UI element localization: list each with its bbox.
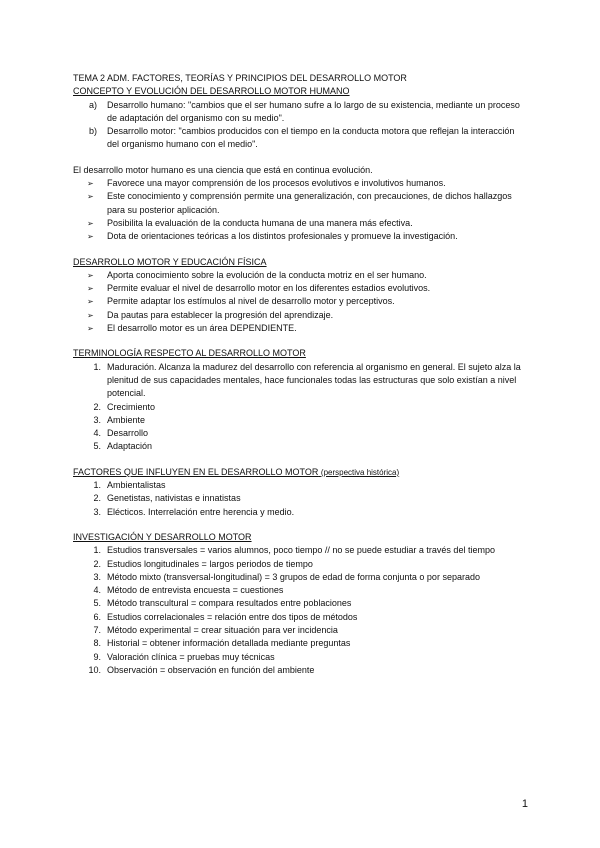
list-item: 3. Elécticos. Interrelación entre herencia y medio. [93, 506, 295, 517]
list-item: ➢ Dota de orientaciones teóricas a los distintos profesionales y promueve la investigación. [73, 230, 528, 243]
list-item: ➢ Favorece una mayor comprensión de los procesos evolutivos e involutivos humanos. [73, 177, 528, 190]
document-page [73, 72, 528, 677]
arrow-bullet-icon: ➢ [87, 284, 94, 294]
list-item: 2. Estudios longitudinales = largos periodos de tiempo [93, 558, 313, 569]
arrow-list [73, 177, 528, 243]
document-title: TEMA 2 ADM. FACTORES, TEORÍAS Y PRINCIPIOS DEL DESARROLLO MOTOR [73, 73, 407, 83]
list-item: ➢ El desarrollo motor es un área DEPENDIENTE. [73, 322, 528, 335]
list-item: 3. Método mixto (transversal-longitudinal) = 3 grupos de edad de forma conjunta o por separado [93, 571, 480, 582]
section-heading-investigacion: INVESTIGACIÓN Y DESARROLLO MOTOR [73, 531, 252, 542]
list-item: 2. Genetistas, nativistas e innatistas [93, 493, 241, 504]
list-item: 1. Ambientalistas [93, 480, 166, 491]
arrow-bullet-icon: ➢ [87, 218, 94, 228]
list-item: 8. Historial = obtener información detallada mediante preguntas [93, 638, 351, 649]
list-item: 3. Ambiente [93, 414, 146, 425]
numbered-list [73, 479, 528, 519]
arrow-bullet-icon: ➢ [87, 192, 94, 202]
arrow-bullet-icon: ➢ [87, 270, 94, 280]
arrow-bullet-icon: ➢ [87, 297, 94, 307]
arrow-bullet-icon: ➢ [87, 310, 94, 320]
numbered-list [73, 544, 528, 677]
list-item: 1. Maduración. Alcanza la madurez del desarrollo con referencia al organismo en general. El sujeto alza la plenitud de sus capacidades mentales, hace funcionales todas las estructuras que solo existían a nivel potencial. [93, 361, 521, 399]
section-heading-concepto: CONCEPTO Y EVOLUCIÓN DEL DESARROLLO MOTOR HUMANO [73, 86, 350, 97]
section-heading-educacion-fisica: DESARROLLO MOTOR Y EDUCACIÓN FÍSICA [73, 256, 267, 267]
definition-list [73, 99, 528, 152]
list-item: 10. Observación = observación en función del ambiente [88, 664, 315, 675]
page-number: 1 [521, 798, 528, 810]
list-item: ➢ Posibilita la evaluación de la conducta humana de una manera más efectiva. [73, 217, 528, 230]
intro-paragraph: El desarrollo motor humano es una ciencia que está en continua evolución. [73, 164, 373, 175]
list-item: 9. Valoración clínica = pruebas muy técnicas [93, 651, 275, 662]
list-item: 4. Desarrollo [93, 428, 149, 439]
list-item: ➢ Permite evaluar el nivel de desarrollo motor en los diferentes estadios evolutivos. [73, 282, 528, 295]
arrow-list [73, 269, 528, 335]
list-item: 5. Método transcultural = compara resultados entre poblaciones [93, 598, 352, 609]
section-heading-terminologia: TERMINOLOGÍA RESPECTO AL DESARROLLO MOTOR [73, 348, 306, 359]
list-item: b) Desarrollo motor: "cambios producidos con el tiempo en la conducta motora que reflejan la interacción del organismo humano con el medio". [89, 126, 515, 150]
arrow-bullet-icon: ➢ [87, 324, 94, 334]
list-item: ➢ Aporta conocimiento sobre la evolución de la conducta motriz en el ser humano. [73, 269, 528, 282]
section-heading-factores: FACTORES QUE INFLUYEN EN EL DESARROLLO MOTOR (perspectiva histórica) [73, 466, 400, 477]
list-item: 2. Crecimiento [93, 401, 156, 412]
list-item: 6. Estudios correlacionales = relación entre dos tipos de métodos [93, 611, 358, 622]
list-item: a) Desarrollo humano: "cambios que el ser humano sufre a lo largo de su existencia, mediante un proceso de adaptación del organismo con su medio". [89, 99, 520, 123]
list-item: ➢ Permite adaptar los estímulos al nivel de desarrollo motor y perceptivos. [73, 295, 528, 308]
list-item: 7. Método experimental = crear situación para ver incidencia [93, 624, 338, 635]
arrow-bullet-icon: ➢ [87, 179, 94, 189]
list-item: 1. Estudios transversales = varios alumnos, poco tiempo // no se puede estudiar a través del tiempo [93, 545, 495, 556]
numbered-list [73, 361, 528, 454]
list-item: 4. Método de entrevista encuesta = cuestiones [93, 585, 284, 596]
list-item: 5. Adaptación [93, 441, 153, 452]
list-item: ➢ Da pautas para establecer la progresión del aprendizaje. [73, 309, 528, 322]
list-item: ➢ Este conocimiento y comprensión permite una generalización, con precauciones, de dichos hallazgos para su posterior aplicación. [87, 191, 512, 215]
arrow-bullet-icon: ➢ [87, 232, 94, 242]
